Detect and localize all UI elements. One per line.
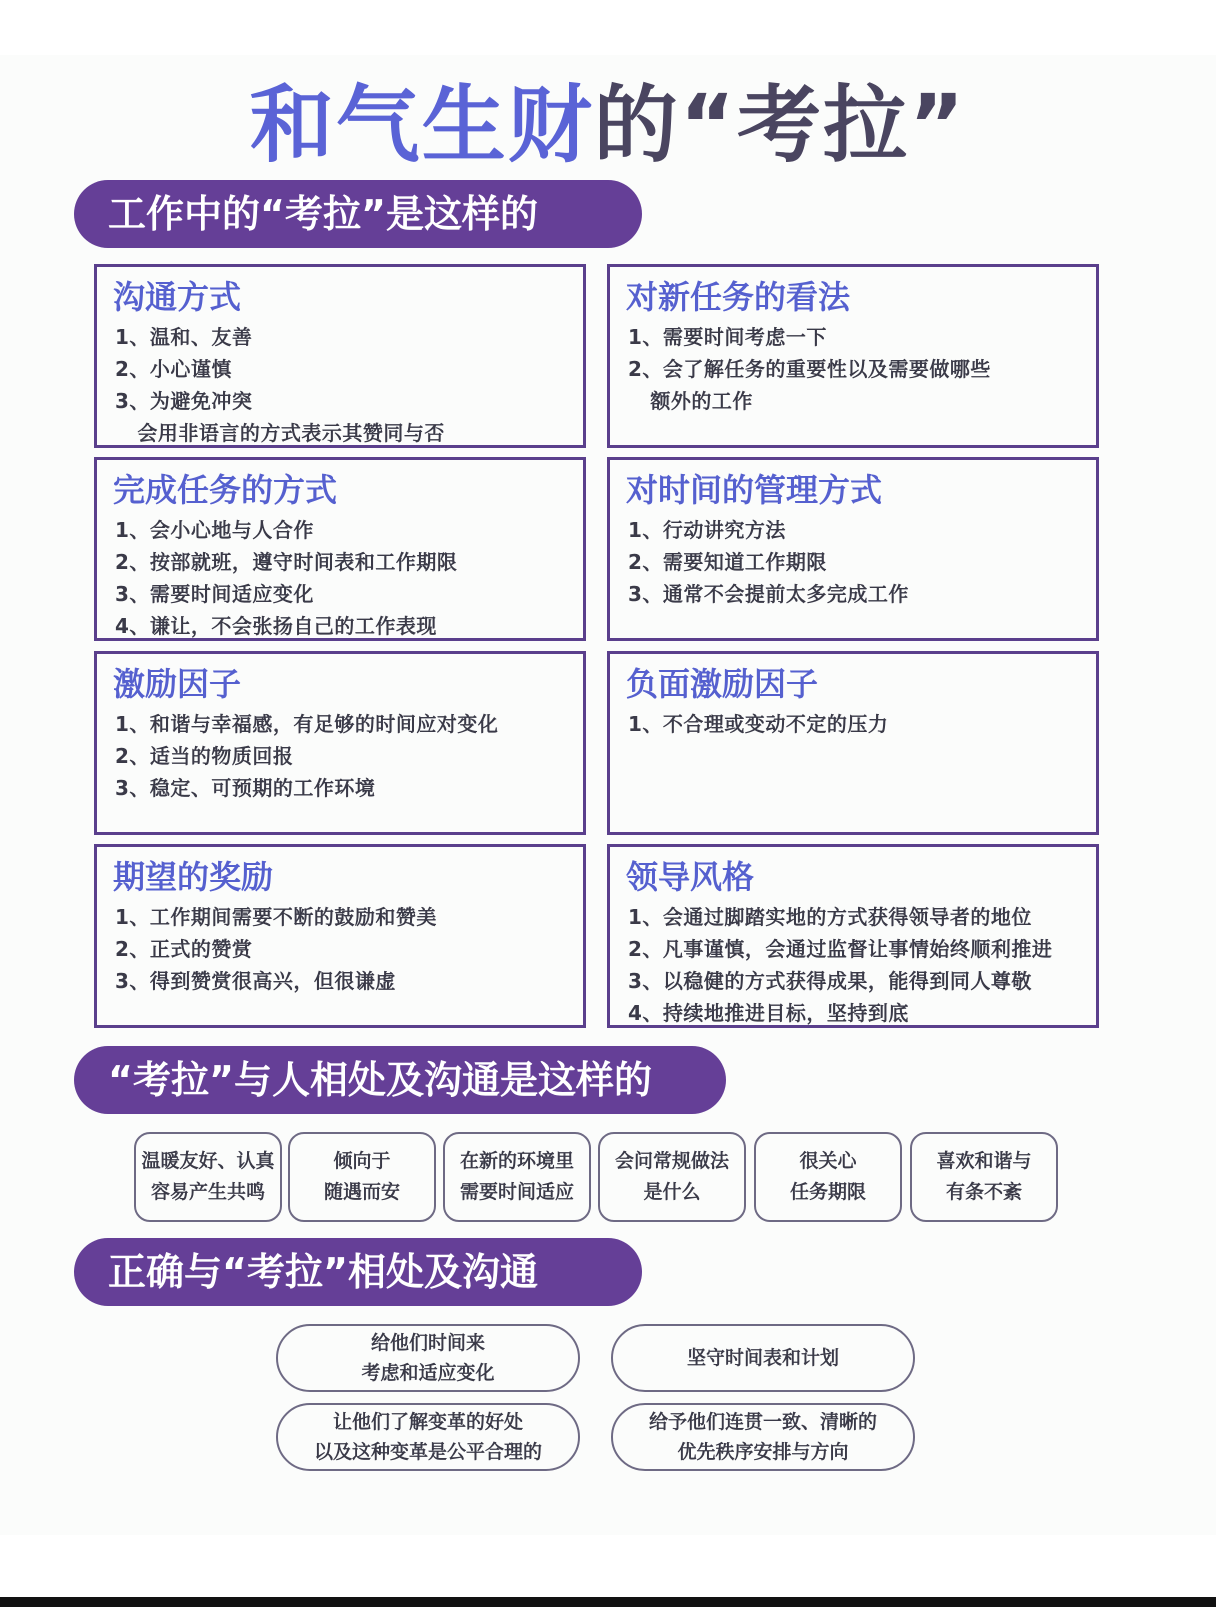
list-item: 1、不合理或变动不定的压力	[628, 712, 889, 736]
section-heading: 领导风格	[626, 858, 755, 896]
trait-line: 倾向于	[333, 1150, 391, 1172]
section-expected-rewards	[94, 844, 586, 1028]
list-item: 3、需要时间适应变化	[115, 582, 314, 606]
list-item: 3、为避免冲突	[115, 389, 253, 413]
list-item: 3、稳定、可预期的工作环境	[115, 776, 376, 800]
list-item: 2、适当的物质回报	[115, 744, 294, 768]
list-item: 1、需要时间考虑一下	[628, 325, 827, 349]
page-title	[0, 70, 1216, 180]
list-item: 1、行动讲究方法	[628, 518, 786, 542]
trait-line: 喜欢和谐与	[936, 1150, 1032, 1172]
trait-line: 会问常规做法	[614, 1150, 729, 1172]
list-item: 4、谦让，不会张扬自己的工作表现	[115, 614, 437, 638]
section-heading: 激励因子	[113, 665, 242, 703]
section-heading: 对新任务的看法	[626, 278, 851, 316]
section-negative-motivators	[607, 651, 1099, 835]
list-item: 3、以稳健的方式获得成果，能得到同人尊敬	[628, 969, 1032, 993]
trait-pill	[910, 1132, 1058, 1222]
list-item: 1、会小心地与人合作	[115, 518, 314, 542]
tip-pill	[611, 1324, 915, 1392]
tip-line: 给他们时间来	[370, 1332, 485, 1354]
list-item: 3、得到赞赏很高兴，但很谦虚	[115, 969, 396, 993]
tip-line: 考虑和适应变化	[361, 1362, 495, 1384]
list-item: 2、正式的赞赏	[115, 937, 253, 961]
tip-pill	[276, 1324, 580, 1392]
trait-line: 需要时间适应	[459, 1181, 574, 1203]
trait-pill	[443, 1132, 591, 1222]
section-heading: 完成任务的方式	[113, 471, 338, 509]
list-item: 2、需要知道工作期限	[628, 550, 827, 574]
list-item: 2、小心谨慎	[115, 357, 232, 381]
trait-line: 有条不紊	[945, 1181, 1022, 1203]
tip-line: 给予他们连贯一致、清晰的	[648, 1411, 877, 1433]
section-heading: 期望的奖励	[113, 858, 274, 896]
list-item: 额外的工作	[628, 389, 753, 413]
trait-line: 很关心	[799, 1150, 857, 1172]
list-item: 3、通常不会提前太多完成工作	[628, 582, 909, 606]
list-item: 2、会了解任务的重要性以及需要做哪些	[628, 357, 991, 381]
tip-line: 优先秩序安排与方向	[677, 1441, 849, 1463]
banner-correct: 正确与“考拉”相处及沟通	[74, 1238, 642, 1306]
bottom-divider	[0, 1597, 1216, 1607]
tip-pill	[611, 1403, 915, 1471]
banner-social: “考拉”与人相处及沟通是这样的	[74, 1046, 726, 1114]
section-new-task-view	[607, 264, 1099, 448]
trait-line: 温暖友好、认真	[141, 1150, 275, 1172]
list-item: 会用非语言的方式表示其赞同与否	[115, 421, 445, 445]
trait-pill	[134, 1132, 282, 1222]
section-heading: 对时间的管理方式	[626, 471, 883, 509]
section-heading: 负面激励因子	[626, 665, 819, 703]
banner-work: 工作中的“考拉”是这样的	[74, 180, 642, 248]
section-leadership-style	[607, 844, 1099, 1028]
list-item: 1、工作期间需要不断的鼓励和赞美	[115, 905, 437, 929]
list-item: 2、凡事谨慎，会通过监督让事情始终顺利推进	[628, 937, 1053, 961]
tip-line: 让他们了解变革的好处	[332, 1411, 523, 1433]
trait-line: 任务期限	[789, 1181, 866, 1203]
trait-line: 是什么	[643, 1181, 701, 1203]
section-motivators	[94, 651, 586, 835]
trait-line: 在新的环境里	[459, 1150, 574, 1172]
list-item: 2、按部就班，遵守时间表和工作期限	[115, 550, 458, 574]
list-item: 1、会通过脚踏实地的方式获得领导者的地位	[628, 905, 1032, 929]
section-task-completion	[94, 457, 586, 641]
tip-pill	[276, 1403, 580, 1471]
trait-line: 随遇而安	[323, 1181, 400, 1203]
list-item: 4、持续地推进目标，坚持到底	[628, 1001, 909, 1025]
trait-line: 容易产生共鸣	[150, 1181, 265, 1203]
list-item: 1、温和、友善	[115, 325, 253, 349]
title-highlight: 和气生财	[249, 76, 594, 174]
tip-line: 以及这种变革是公平合理的	[313, 1441, 542, 1463]
section-heading: 沟通方式	[113, 278, 242, 316]
section-time-management	[607, 457, 1099, 641]
title-rest: 的“考拉”	[593, 76, 967, 174]
trait-pill	[754, 1132, 902, 1222]
tip-line: 坚守时间表和计划	[686, 1347, 839, 1369]
list-item: 1、和谐与幸福感，有足够的时间应对变化	[115, 712, 499, 736]
trait-pill	[598, 1132, 746, 1222]
trait-pill	[288, 1132, 436, 1222]
section-communication	[94, 264, 586, 448]
